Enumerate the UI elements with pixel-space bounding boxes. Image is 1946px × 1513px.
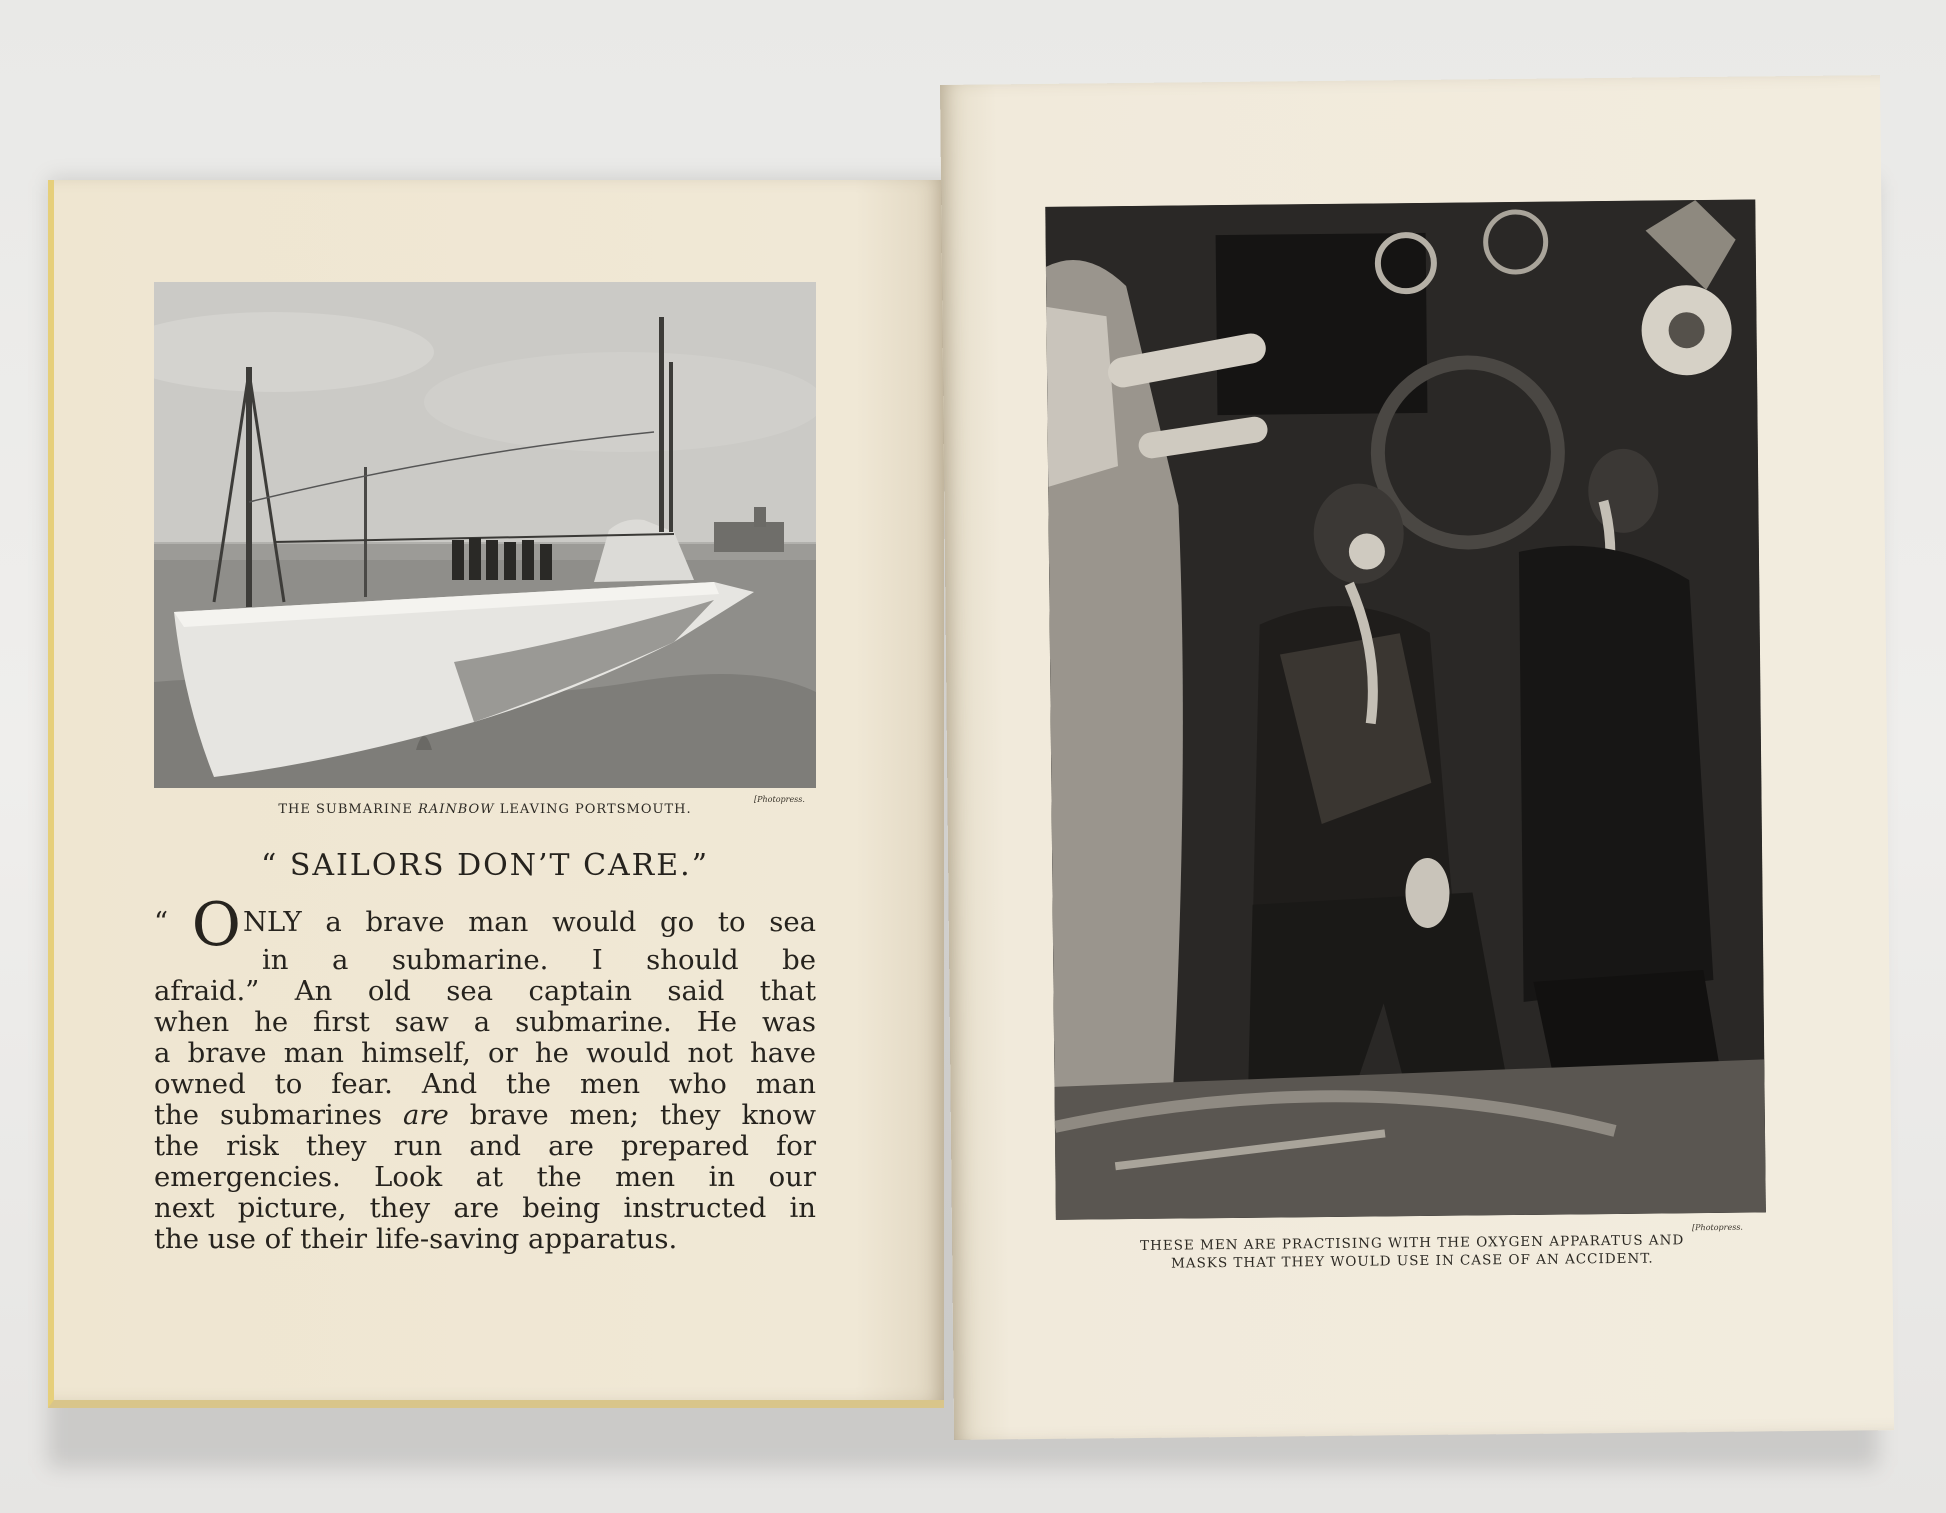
oxygen-drill-photo — [1045, 199, 1766, 1219]
caption-ship-name: RAINBOW — [418, 802, 495, 817]
submarine-photo — [154, 282, 816, 788]
body-line-7-after: brave men; they know — [448, 1099, 816, 1131]
body-line-text: NLY a brave man would go to sea — [242, 906, 816, 938]
body-line-3: afraid.” An old sea captain said that — [154, 975, 816, 1007]
crew-photo-caption — [1052, 1230, 1772, 1274]
submarine-photo-credit: [Photopress. — [754, 795, 805, 804]
body-line-6: owned to fear. And the men who man — [154, 1068, 816, 1100]
body-line-11: the use of their life-saving apparatus. — [154, 1223, 678, 1255]
body-line-10: next picture, they are being instructed in — [154, 1192, 816, 1224]
body-line-7-italic: are — [402, 1099, 449, 1131]
chapter-heading: “ SAILORS DON’T CARE.” — [260, 848, 710, 883]
body-line-2: in a submarine. I should be — [262, 944, 816, 976]
body-line-8: the risk they run and are prepared for — [154, 1130, 816, 1162]
caption-line-2: MASKS THAT THEY WOULD USE IN CASE OF AN ACCIDENT. — [1170, 1250, 1654, 1272]
submarine-photo-caption — [154, 802, 816, 817]
caption-prefix: THE SUBMARINE — [278, 802, 419, 817]
left-page — [48, 180, 944, 1408]
crew-photo-credit: [Photopress. — [1691, 1222, 1743, 1233]
caption-suffix: LEAVING PORTSMOUTH. — [494, 802, 692, 817]
body-line-4: when he first saw a submarine. He was — [154, 1006, 816, 1038]
body-line-9: emergencies. Look at the men in our — [154, 1161, 816, 1193]
open-quote: “ — [154, 906, 192, 938]
submarine-illustration — [154, 282, 816, 788]
body-line-7-before: the submarines — [154, 1099, 403, 1131]
crew-illustration — [1045, 199, 1766, 1219]
right-page — [940, 75, 1894, 1440]
body-line-7 — [154, 1100, 816, 1131]
body-line-5: a brave man himself, or he would not have — [154, 1037, 816, 1069]
body-text — [154, 890, 816, 1255]
caption-line-1: THESE MEN ARE PRACTISING WITH THE OXYGEN APPARATUS AND — [1139, 1232, 1685, 1254]
dropcap-letter: O — [191, 890, 241, 960]
